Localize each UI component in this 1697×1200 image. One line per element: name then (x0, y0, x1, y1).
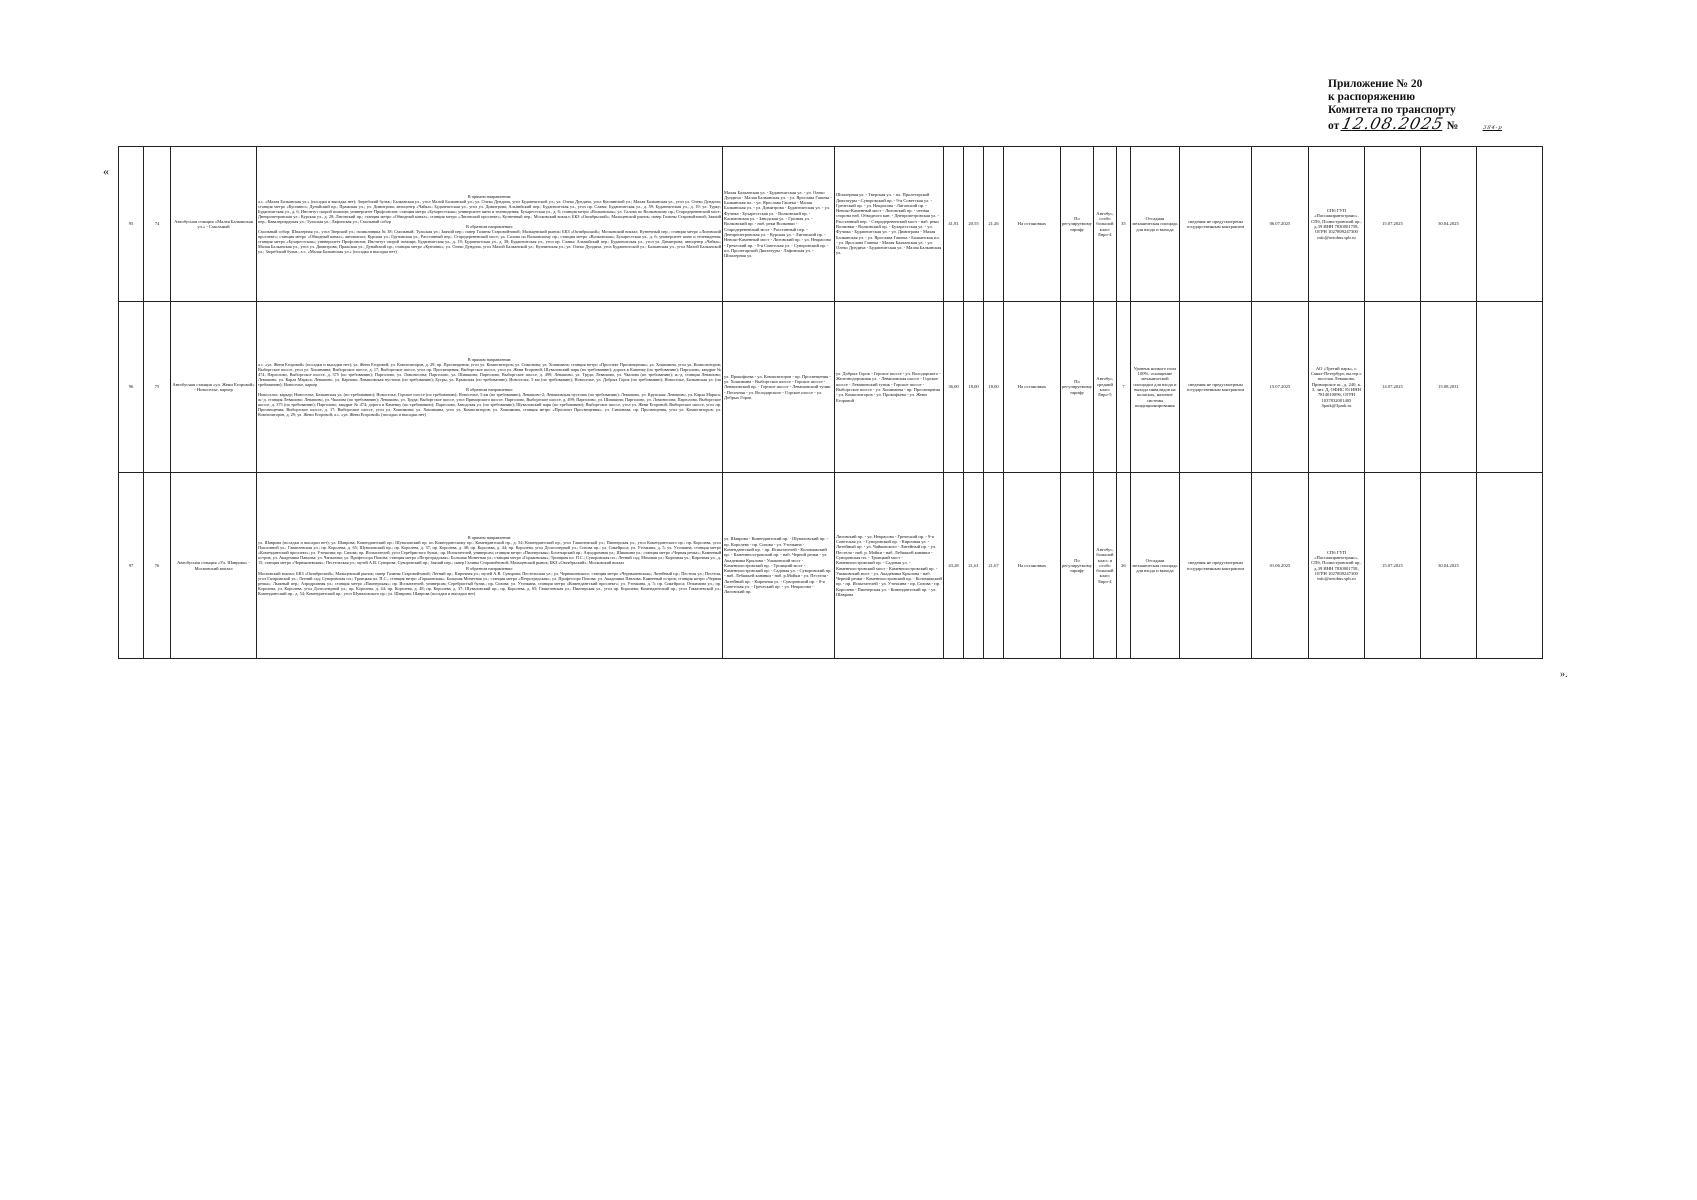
forward-stops: ул. Шаврова (посадки и высадки нет); ул. Шаврова; Комендантский пр.; Шуваловский пр. по Комендантскому пр.; Комендантский пр., д. 54; Комендантский пр., угол Гаккелевской ул.; Пионерская ул., угол Комендантского пр.; пр. Королева, угол Поклонной ул.; Гаккелевская ул.; пр. Королева, д. 65; Шуваловский пр.; пр. Королева, д. 37; пр. Королева, д. 48; пр. Королева, д. 44; пр. Королева, угол Долгоозерной ул.; Сизова пр.; ул. Сикейроса; ул. Уточкина, д. 5; ул. Уточкина; станция метро «Комендантский проспект»; ул. Уточкина; пр. Сизова; пр. Испытателей, угол Серебристого бульв.; пр. Испытателей, универсам; станция метро «Пионерская»; Богатырский пр.; Аэродромная ул.; Шишкина ул.; станция метро «Черная речка»; Каменный остров; ул. Академика Павлова; ул. Чапыгина; ул. Профессора Попова; станция метро «Петроградская»; Большая Монетная ул.; станция метро «Горьковская»; Троицкая пл. П.С.; Суворовская пл.; Летний сад; Моховая ул.; Кирочная ул.; Кирочная ул., д. 15; станция метро «Чернышевская»; Пестельская ул.; музей А.В. Суворова; Суворовский пр.; Заячий пер.; сквер Галины Старовойтовой; Мальцевский рынок; БКЗ «Октябрьский»; Московский вокзал (258, 540, 721, 566)
fare-type: По регулируемому тарифу (1061, 473, 1094, 659)
length-forward: 20,55 (964, 147, 984, 302)
stops-type: На остановках (1004, 147, 1061, 302)
forward-stops: а.с. «ул. Жени Егоровой» (посадки и высадки нет); ул. Жени Егоровой; ул. Композиторов, д. 29; пр. Просвещения, угол ул. Композиторов; ул. Симонова; ул. Хошимина; станция метро «Проспект Просвещения»; ул. Хошимина, угол ул. Композиторов; Выборгское шоссе, угол ул. Хошимина; Выборгское шоссе, д. 17; Выборгское шоссе, угол пр. Просвещения; Выборгское шоссе, угол ул. Жени Егоровой; Шуваловский парк (по требованию); дорога в Каменку (по требованию); Парголово, квадрат № 474; Парголово, Выборгское шоссе, д. 375 (по требованию); Парголово, ул. Ломоносова; Парголово, ул. Шишкина; Парголово, Выборгское шоссе, д. 499; Левашово, ул. Труда; Левашово, ул. Чкалова (по требованию); ж.-д. станция Левашово; Левашово, ул. Карла Маркса; Левашово, ул. Карпова; Левашовская пустошь (по требованию); Бугры, ул. Крымская (по требованию); Новоселье, 5 км (по требованию); Новоселье, ул. Добрых Горок (по требованию); Новоселье, Балканская ул. (по требованию); Новоселье, карьер (258, 361, 721, 387)
date-prefix: от (1328, 120, 1340, 132)
handwritten-number: 384-р (1482, 125, 1504, 131)
contract-info: сведения не предусмотрены государственным контрактом (1179, 302, 1251, 473)
stops-list (257, 473, 723, 659)
carrier-info: СПб ГУП «Пассажиравтотранс», СПб, Полюстровский пр., д.39 ИНН 7830001758, ОГРН 1027809247300 info@avtobus.spb.ru (1308, 147, 1364, 302)
handwritten-date: 12.08.2025 (1340, 114, 1446, 133)
route-number: 76 (144, 473, 171, 659)
registration-date: 15.07.2025 (1364, 147, 1420, 302)
row-number: 97 (119, 473, 144, 659)
vehicle-count: 26 (1116, 473, 1130, 659)
document-header (1328, 78, 1558, 135)
streets-forward: ул. Шаврова - Комендантский пр. - Шуваловский пр. - пр. Королева - пр. Сизова - ул. Уточкина - Комендантский пр. - пр. Испытателей - Коломяжский пр. - Каменноостровский пр. - наб. Черной речки - ул. Академика Крылова - Ушаковский мост - Каменноостровский пр. - Троицкий мост - Каменноостровский пр. - Садовая ул. - Суворовский пр. - наб. Лебяжьей канавки - наб. р.Мойки - ул. Пестеля - Литейный пр. - Кирочная ул. - Суворовский пр. - 8-я Советская ул. - Греческий пр. - ул. Некрасова - Лиговский пр. (723, 473, 835, 659)
contract-info: сведения не предусмотрены государственным контрактом (1179, 473, 1251, 659)
vehicle-count: 7 (1116, 302, 1130, 473)
end-date: 30.04.2025 (1420, 473, 1476, 659)
appendix-title: Приложение № 20 (1328, 78, 1423, 90)
committee-name: Комитета по транспорту (1328, 104, 1456, 116)
forward-stops: а.с. «Малая Балканская ул.» (посадка и высадка нет); Загребский бульв.; Балканская ул., угол Малой Балканской ул.; ул. Олеко Дундича, угол Будапештской ул.; ул. Олеко Дундича, угол Купчинской ул.; Малая Балканская ул., угол ул. Олеко Дундича; станция метро «Купчино»; Дунайский пр.; Пражская ул.; ул. Димитрова; автоцентр «Чайка»; Будапештская ул., угол ул. Димитрова; Альпийский пер.; Будапештская ул., угол пр. Славы; Будапештская ул., д. 59; Будапештская ул., д. 19; ул. Турку; Будапештская ул., д. 6; Институт скорой помощи; университет Профсоюзов; станция метро «Бухарестская»; университет кино и телевидения; Бухарестская ул., д. 6; станция метро «Волковская»; ул. Салова по Волковскому пр.; Стародеревенский мост; Днепропетровская ул.; Курская ул., д. 28; Лиговский пр.; станция метро «Обводный канал»; станция метро «Лиговский проспект»; Кузнечный пер.; Московский вокзал; БКЗ «Октябрьский»; Мальцевский рынок; сквер Галины Старовойтовой; Заячий пер.; Кавалергардская ул.; Тульская ул.; Лафонская ул.; Смольный собор (258, 198, 721, 224)
extra-requirements: Отсадная механическая площадь для входа и выхода (1130, 473, 1179, 659)
empty-cell (1476, 302, 1542, 473)
registration-date: 15.07.2025 (1364, 473, 1420, 659)
fare-type: По регулируемому тарифу (1061, 302, 1094, 473)
vehicle-type: Автобус, большой класс и особо большой класс Евро-4 (1093, 473, 1116, 659)
carrier-info: АО «Третий парк», г. Санкт-Петербург, вн.тер.г. поселок Левашово, Приморское ш., д. 240, к. 3, лит. Д, ОФИС 83 ИНН 7814010096, ОГРН 1037832001405 3park@3park.ru (1308, 302, 1364, 473)
length-backward: 21,26 (984, 147, 1004, 302)
backward-title: В обратном направлении: (466, 224, 513, 229)
vehicle-type: Автобус, особо большой класс Евро-4 (1093, 147, 1116, 302)
date-number-line (1328, 114, 1558, 135)
vehicle-type: Автобус, средний класс Евро-5 (1093, 302, 1116, 473)
streets-backward: Лиговский пр. - ул. Некрасова - Греческий пр. - 9-я Советская ул. - Суворовский пр. - Кирочная ул. - Литейный пр. - ул. Чайковского - Литейный пр. - ул. Пестеля - наб. р. Мойки - наб. Лебяжьей канавки - Суворовская пл. - Троицкий мост - Каменноостровский пр. - Садовая ул. - Каменноостровский мост - Каменноостровский пр. - Ушаковский мост - ул. Академика Крылова - наб. Черной речки - Каменноостровский пр. - Коломяжский пр. - пр. Испытателей - ул. Уточкина - пр. Сизова - пр. Королева - Пионерская ул. - Комендантский пр. - ул. Шаврова (835, 473, 944, 659)
backward-stops: Новоселье, карьер; Новоселье, Балканская ул. (по требованию); Новоселье, Горское шоссе (по требованию); Новоселье, 5 км (по требованию); Левашово-2; Левашовская пустошь (по требованию); Левашово, ул. Крупская; Левашово, ул. Карла Маркса; ж.-д. станция Левашово; Левашово, ул. Чкалова (по требованию); Левашово, ул. Труда; Выборгское шоссе, угол Приморского шоссе; Парголово, Выборгское шоссе, д. 499; Парголово, ул. Шишкина; Парголово, ул. Ломоносова; Парголово, Выборгское шоссе, д. 375 (по требованию); Парголово, квадрат № 474; дорога в Каменку (по требованию); Парголово, Заводская ул. (по требованию); Шуваловский парк (по требованию); Выборгское шоссе, угол ул. Жени Егоровой; Выборгское шоссе, угол пр. Просвещения; Выборгское шоссе, д. 17; Выборгское шоссе, угол ул. Хошимина; ул. Хошимина, угол ул. Композиторов; ул. Хошимина, станция метро «Проспект Просвещения»; ул. Симонова; пр. Просвещения, угол ул. Композиторов; ул. Композиторов, д. 29; ул. Жени Егоровой; а.с. «ул. Жени Егоровой» (посадки и высадки нет) (258, 392, 721, 418)
vehicle-count: 35 (1116, 147, 1130, 302)
backward-stops: Смольный собор; Шпалерная ул., угол Тверской ул.; поликлиника № 38; Смольный; Тульская ул.; Заячий пер.; сквер Галины Старовойтовой; Мальцевский рынок; БКЗ «Октябрьский»; Московский вокзал; Кузнечный пер.; станция метро «Лиговский проспект»; станция метро «Обводный канал»; автовокзал; Курская ул.; Грузинская ул.; Расстанный пер.; Стародеревенский мост; ул. Салова по Волковскому пр.; станция метро «Волковская»; Бухарестская ул., д. 6; университет кино и телевидения; станция метро «Бухарестская»; университет Профсоюзов; Институт скорой помощи; Будапештская ул., д. 19; Будапештская ул., д. 38; Будапештская ул., угол пр. Славы; Альпийский пер.; Будапештская ул., угол ул. Димитрова; автоцентр «Чайка»; Малая Балканская ул., угол ул. Димитрова; Пражская ул.; Дунайский пр.; станция метро «Купчино»; ул. Олеко Дундича, угол Малой Балканской ул.; Купчинская ул.; ул. Олеко Дундича, угол Будапештской ул.; Балканская ул., угол Малой Балканской ул.; Загребский бульв.; а.с. «Малая Балканская ул.» (посадка и высадка нет) (258, 229, 721, 255)
registration-date: 14.07.2025 (1364, 302, 1420, 473)
contract-info: сведения не предусмотрены государственным контрактом (1179, 147, 1251, 302)
routes-table (118, 146, 1543, 659)
empty-cell (1476, 147, 1542, 302)
number-prefix: № (1446, 120, 1459, 132)
streets-backward: ул. Добрых Горок - Горское шоссе - ул. Володарского - Железнодорожная ул. - Левашовская шоссе - Горское шоссе - Левашовский тупик - Горское шоссе - Выборгское шоссе - ул. Хошимина - пр. Просвещения - ул. Композиторов - ул. Прокофьева - ул. Жени Егоровой (835, 302, 944, 473)
table-row (119, 473, 1543, 659)
streets-forward: ул. Прокофьева - ул. Композиторов - пр. Просвещения - ул. Хошимина - Выборгское шоссе - Горское шоссе - Левашовский пр. - Горское шоссе - Левашовский тупик - Песочная - ул. Володарского - Горское шоссе - ул. Добрых Горок (723, 302, 835, 473)
backward-stops: Московский вокзал; БКЗ «Октябрьский»; Мальцевский рынок; сквер Галины Старовойтовой; Летний пр.; Кирочная ул.; музей А.В. Суворова; Пестельская ул.; ул. Чернышевского, станция метро «Чернышевская»; Литейный пр.; Пестеля ул.; Пестеля, угол Гагаринской ул.; Летний сад; Суворовская пл.; Троицкая пл. П.С.; станция метро «Горьковская»; Большая Монетная ул.; станция метро «Петроградская»; ул. Профессора Попова; ул. Академика Павлова; Каменный остров; станция метро «Черная речка»; Лыжный пер.; Аэродромная ул.; станция метро «Пионерская»; пр. Испытателей, универсам; Серебристый бульв.; пр. Сизова; ул. Уточкина, станция метро «Комендантский проспект»; ул. Уточкина, д. 5; пр. Сикейроса; Отжимова ул.; пр. Королева, ул. Королева, угол Долгоозерной ул.; пр. Королева, д. 44; пр. Королева, д. 48; пр. Королева, д. 37; Шуваловский пр.; пр. Королева, д. 65; Гаккелевская ул.; Пионерская ул., угол пр. Королева; Комендантский пр., угол Гаккелевской ул.; Комендантский пр., д. 54; Комендантский пр.; угол Шуваловского пр.; ул. Шаврова; Шаврова (посадки и высадки нет) (258, 570, 721, 596)
carrier-info: СПб ГУП «Пассажиравтотранс», СПб, Полюстровский пр., д.39 ИНН 7830001758, ОГРН 1027809247300 info@avtobus.spb.ru (1308, 473, 1364, 659)
length-forward: 21,61 (964, 473, 984, 659)
route-name: Автобусная станция «ул. Жени Егоровой» - Новоселье, карьер (171, 302, 257, 473)
table-row (119, 147, 1543, 302)
fare-type: По регулируемому тарифу (1061, 147, 1094, 302)
stops-type: На остановках (1004, 473, 1061, 659)
row-number: 95 (119, 147, 144, 302)
backward-title: В обратном направлении: (466, 387, 513, 392)
stops-type: На остановках (1004, 302, 1061, 473)
route-number: 75 (144, 302, 171, 473)
table-row (119, 302, 1543, 473)
forward-title: В прямом направлении: (467, 535, 512, 541)
route-number: 74 (144, 147, 171, 302)
streets-backward: Шпалерная ул. - Тверская ул. - пл. Пролетарской Диктатуры - Суворовский пр. - 9-я Советская ул. - Греческий пр. - ул. Некрасова - Лиговский пр. - Невско-Каменный мост - Лиговский пр. - четная сторона наб. Обводного кан. - Днепропетровская ул. - Расстанный пер. - Стародеревенский мост - наб. реки Волковки - Волковский пр. - Бухарестская ул. - ул. Фучика - Будапештская ул. - ул. Димитрова - Малая Балканская ул. - ул. Ярослава Гашека - Балканская пл. - ул. Ярослава Гашека - Малая Балканская ул. - ул. Олеко Дундича - Будапештская ул. - Малая Балканская ул. (835, 147, 944, 302)
row-number: 96 (119, 302, 144, 473)
extra-requirements: Отсадная механическая площадь для входа и выхода (1130, 147, 1179, 302)
forward-title: В прямом направлении: (467, 193, 512, 199)
start-date: 15.07.2025 (1251, 302, 1308, 473)
route-name: Автобусная станция «Ул. Шаврова» - Московский вокзал (171, 473, 257, 659)
length-total: 41,81 (944, 147, 964, 302)
empty-cell (1476, 473, 1542, 659)
length-forward: 18,00 (964, 302, 984, 473)
end-date: 30.04.2025 (1420, 147, 1476, 302)
backward-title: В обратном направлении: (466, 565, 513, 571)
open-quote-mark: « (103, 164, 109, 178)
stops-list (257, 147, 723, 302)
order-reference: к распоряжению (1328, 91, 1416, 103)
stops-list (257, 302, 723, 473)
route-name: Автобусная станция «Малая Балканская ул.» - Смольный (171, 147, 257, 302)
start-date: 06.07.2025 (1251, 147, 1308, 302)
end-date: 15.08.2031 (1420, 302, 1476, 473)
length-backward: 21,67 (984, 473, 1004, 659)
streets-forward: Малая Балканская ул. - Будапештская ул. - ул. Олеко Дундича - Малая Балканская ул. - ул. Ярослава Гашека - Балканская пл. - ул. Ярослава Гашека - Малая Балканская ул. - ул. Димитрова - Будапештская ул. - ул. Фучика - Бухарестская ул. - Волковский пр. - Касимовская ул. - Заводская ул. - Грозная ул. - Волковский пр. - наб. реки Волковки - Стародеревенский мост - Расстанный пер. - Днепропетровская ул. - Курская ул. - Лиговский пр. - Невско-Каменный мост - Лиговский пр. - ул. Некрасова - Греческий пр. - 9-я Советская ул. - Суворовский пр. - пл. Пролетарской Диктатуры - Лафонская ул. - Шпалерная ул. (723, 147, 835, 302)
forward-title: В прямом направлении: (467, 356, 512, 362)
extra-requirements: Уровень низкого пола 100%, оснащение механической площадки для входа и выхода инвалидов на колясках, наличие системы кондиционирования (1130, 302, 1179, 473)
start-date: 01.06.2025 (1251, 473, 1308, 659)
close-quote-mark: ». (1560, 669, 1568, 680)
length-total: 36,00 (944, 302, 964, 473)
length-total: 43,28 (944, 473, 964, 659)
length-backward: 18,00 (984, 302, 1004, 473)
